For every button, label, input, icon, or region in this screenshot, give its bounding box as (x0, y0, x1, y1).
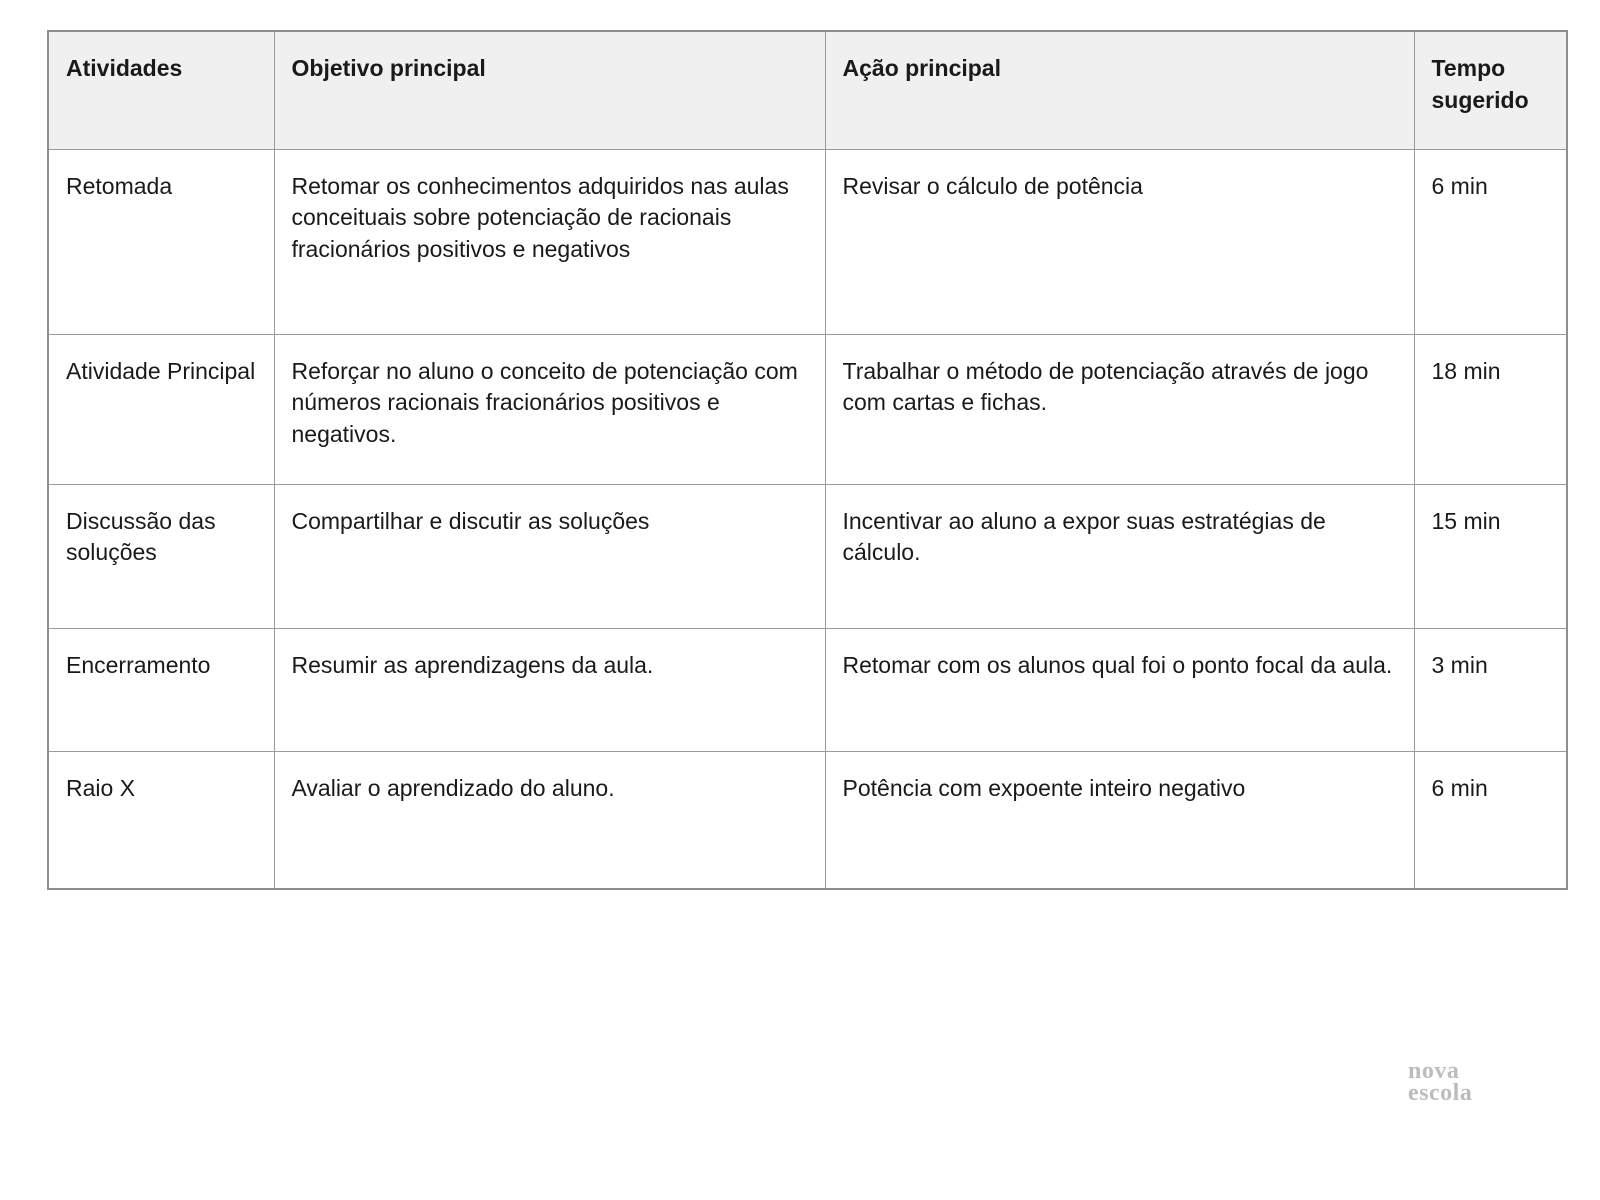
nova-escola-logo (1408, 1060, 1472, 1105)
table-header-row (48, 31, 1567, 149)
lesson-plan-table (47, 30, 1568, 890)
cell-atividade: Atividade Principal (48, 334, 274, 484)
cell-tempo: 6 min (1414, 149, 1567, 334)
table-row (48, 484, 1567, 628)
cell-acao: Retomar com os alunos qual foi o ponto focal da aula. (825, 628, 1414, 751)
cell-atividade: Retomada (48, 149, 274, 334)
cell-tempo: 6 min (1414, 751, 1567, 889)
cell-objetivo: Retomar os conhecimentos adquiridos nas aulas conceituais sobre potenciação de racionais fracionários positivos e negativos (274, 149, 825, 334)
cell-atividade: Raio X (48, 751, 274, 889)
header-tempo-sugerido: Tempo sugerido (1414, 31, 1567, 149)
logo-line-1: nova (1408, 1058, 1460, 1084)
cell-tempo: 18 min (1414, 334, 1567, 484)
header-acao-principal: Ação principal (825, 31, 1414, 149)
table-row (48, 751, 1567, 889)
cell-tempo: 15 min (1414, 484, 1567, 628)
header-atividades: Atividades (48, 31, 274, 149)
cell-objetivo: Compartilhar e discutir as soluções (274, 484, 825, 628)
cell-acao: Trabalhar o método de potenciação através de jogo com cartas e fichas. (825, 334, 1414, 484)
table-row (48, 628, 1567, 751)
table-row (48, 334, 1567, 484)
cell-objetivo: Avaliar o aprendizado do aluno. (274, 751, 825, 889)
cell-acao: Potência com expoente inteiro negativo (825, 751, 1414, 889)
logo-line-2: escola (1408, 1080, 1473, 1107)
cell-objetivo: Resumir as aprendizagens da aula. (274, 628, 825, 751)
cell-tempo: 3 min (1414, 628, 1567, 751)
cell-objetivo: Reforçar no aluno o conceito de potenciação com números racionais fracionários positivos e negativos. (274, 334, 825, 484)
cell-acao: Incentivar ao aluno a expor suas estratégias de cálculo. (825, 484, 1414, 628)
table-row (48, 149, 1567, 334)
cell-acao: Revisar o cálculo de potência (825, 149, 1414, 334)
cell-atividade: Discussão das soluções (48, 484, 274, 628)
cell-atividade: Encerramento (48, 628, 274, 751)
header-objetivo-principal: Objetivo principal (274, 31, 825, 149)
